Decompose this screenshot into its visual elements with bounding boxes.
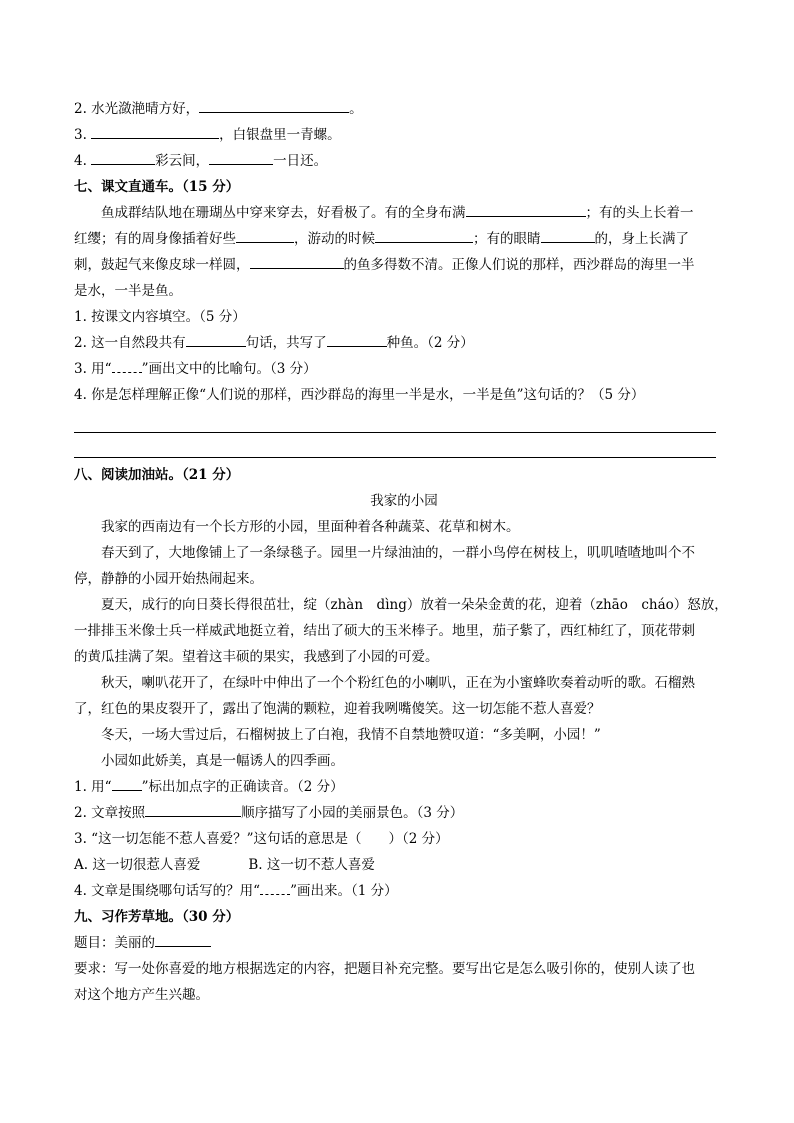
poem-q3-text: ，白银盘里一青螺。 bbox=[219, 127, 341, 143]
answer-blank[interactable] bbox=[91, 150, 155, 165]
answer-blank[interactable] bbox=[145, 802, 241, 817]
question-text: ”画出文中的比喻句。（3 分） bbox=[141, 361, 317, 377]
wavy-line-mark bbox=[112, 362, 142, 373]
sec8-para-5: 冬天，一场大雪过后，石榴树披上了白袍，我情不自禁地赞叹道：“多美啊，小园！” bbox=[101, 727, 601, 743]
sec7-passage-line-2 bbox=[74, 226, 734, 252]
poem-q4-end: 一日还。 bbox=[273, 153, 328, 169]
sec8-question-4 bbox=[74, 878, 734, 904]
question-text: 2. 文章按照 bbox=[74, 805, 146, 821]
poem-q4 bbox=[74, 148, 734, 174]
sec8-para-6: 小园如此娇美，真是一幅诱人的四季画。 bbox=[101, 753, 344, 769]
passage-text: 刺，鼓起气来像皮球一样圆， bbox=[74, 257, 250, 273]
passage-text: 的鱼多得数不清。正像人们说的那样，西沙群岛的海里一半 bbox=[343, 257, 695, 273]
answer-blank[interactable] bbox=[209, 150, 273, 165]
sec7-question-3 bbox=[74, 356, 734, 382]
answer-line-1[interactable] bbox=[74, 408, 716, 433]
passage-title: 我家的小园 bbox=[370, 493, 438, 509]
question-text: 顺序描写了小园的美丽景色。（3 分） bbox=[241, 805, 464, 821]
question-text: 种鱼。（2 分） bbox=[386, 335, 474, 351]
question-text: 2. 这一自然段共有 bbox=[74, 335, 186, 351]
sec8-para-3c: 的黄瓜挂满了架。望着这丰硕的果实，我感到了小园的可爱。 bbox=[74, 649, 439, 665]
passage-text: ；有的眼睛 bbox=[473, 231, 541, 247]
sec8-question-3: 3. “这一切怎能不惹人喜爱？”这句话的意思是（ ）（2 分） bbox=[74, 831, 449, 847]
poem-q2-text: 2. 水光潋滟晴方好， bbox=[74, 101, 200, 117]
question-text: 句话，共写了 bbox=[245, 335, 327, 351]
question-text: 3. 用“ bbox=[74, 361, 112, 377]
passage-text: 鱼成群结队地在珊瑚丛中穿来穿去，好看极了。有的全身布满 bbox=[101, 205, 466, 221]
answer-blank[interactable] bbox=[541, 228, 595, 243]
passage-text: 红缨；有的周身像插着好些 bbox=[74, 231, 236, 247]
essay-topic bbox=[74, 930, 734, 956]
topic-label: 题目：美丽的 bbox=[74, 935, 155, 951]
section-7-heading: 七、课文直通车。（15 分） bbox=[74, 179, 240, 195]
poem-q2 bbox=[74, 96, 734, 122]
poem-q3-number: 3. bbox=[74, 127, 92, 143]
sec8-para-1: 我家的西南边有一个长方形的小园，里面种着各种蔬菜、花草和树木。 bbox=[101, 519, 520, 535]
section-8-heading: 八、阅读加油站。（21 分） bbox=[74, 467, 240, 483]
answer-line-2[interactable] bbox=[74, 433, 716, 458]
poem-q4-text: 彩云间， bbox=[155, 153, 210, 169]
question-text: ”画出来。（1 分） bbox=[290, 883, 398, 899]
question-text: 1. 用“ bbox=[74, 779, 112, 795]
sec7-passage-line-3 bbox=[74, 252, 734, 278]
sec7-passage-line-1 bbox=[74, 200, 734, 226]
sec8-para-2a: 春天到了，大地像铺上了一条绿毯子。园里一片绿油油的，一群小鸟停在树枝上，叽叽喳喳地叫个不 bbox=[101, 545, 695, 561]
question-text: 4. 文章是围绕哪句话写的？用“ bbox=[74, 883, 261, 899]
sec8-para-3a: 夏天，成行的向日葵长得很茁壮，绽（zhàn dìng）放着一朵朵金黄的花，迎着（zhāo cháo）怒放， bbox=[101, 597, 728, 613]
option-b[interactable]: B. 这一切不惹人喜爱 bbox=[248, 857, 375, 873]
sec8-question-1 bbox=[74, 774, 734, 800]
sec7-question-4: 4. 你是怎样理解正像“人们说的那样，西沙群岛的海里一半是水，一半是鱼”这句话的？（5 分） bbox=[74, 387, 645, 403]
sec8-para-4b: 了，红色的果皮裂开了，露出了饱满的颗粒，迎着我咧嘴傻笑。这一切怎能不惹人喜爱？ bbox=[74, 701, 601, 717]
answer-blank[interactable] bbox=[375, 228, 473, 243]
answer-blank[interactable] bbox=[250, 254, 344, 269]
sec7-question-1: 1. 按课文内容填空。（5 分） bbox=[74, 309, 246, 325]
essay-requirement-1: 要求：写一处你喜爱的地方根据选定的内容，把题目补充完整。要写出它是怎么吸引你的，使别人读了也 bbox=[74, 961, 695, 977]
underline-mark bbox=[112, 780, 142, 791]
answer-blank[interactable] bbox=[186, 332, 246, 347]
answer-blank[interactable] bbox=[236, 228, 294, 243]
sec7-question-2 bbox=[74, 330, 734, 356]
passage-text: ；有的头上长着一 bbox=[585, 205, 694, 221]
poem-q3 bbox=[74, 122, 734, 148]
sec8-para-2b: 停，静静的小园开始热闹起来。 bbox=[74, 571, 263, 587]
option-a[interactable]: A. 这一切很惹人喜爱 bbox=[74, 857, 201, 873]
answer-blank[interactable] bbox=[327, 332, 387, 347]
passage-text: 的，身上长满了 bbox=[594, 231, 689, 247]
poem-q4-number: 4. bbox=[74, 153, 92, 169]
answer-blank[interactable] bbox=[466, 202, 586, 217]
answer-blank[interactable] bbox=[91, 124, 219, 139]
sec8-question-2 bbox=[74, 800, 734, 826]
answer-blank[interactable] bbox=[199, 98, 349, 113]
sec8-para-4a: 秋天，喇叭花开了，在绿叶中伸出了一个个粉红色的小喇叭，正在为小蜜蜂吹奏着动听的歌。石榴熟 bbox=[101, 675, 695, 691]
wavy-line-mark bbox=[260, 884, 290, 895]
topic-blank[interactable] bbox=[155, 932, 211, 947]
sec8-options bbox=[74, 852, 734, 878]
poem-q2-end: 。 bbox=[349, 101, 363, 117]
essay-requirement-2: 对这个地方产生兴趣。 bbox=[74, 987, 209, 1003]
worksheet-page bbox=[74, 96, 734, 1008]
sec7-passage-line-4: 是水，一半是鱼。 bbox=[74, 283, 182, 299]
section-9-heading: 九、习作芳草地。（30 分） bbox=[74, 909, 240, 925]
passage-text: ，游动的时候 bbox=[294, 231, 375, 247]
sec8-para-3b: 一排排玉米像士兵一样威武地挺立着，结出了硕大的玉米棒子。地里，茄子紫了，西红柿红了，顶花带刺 bbox=[74, 623, 695, 639]
question-text: ”标出加点字的正确读音。（2 分） bbox=[141, 779, 344, 795]
